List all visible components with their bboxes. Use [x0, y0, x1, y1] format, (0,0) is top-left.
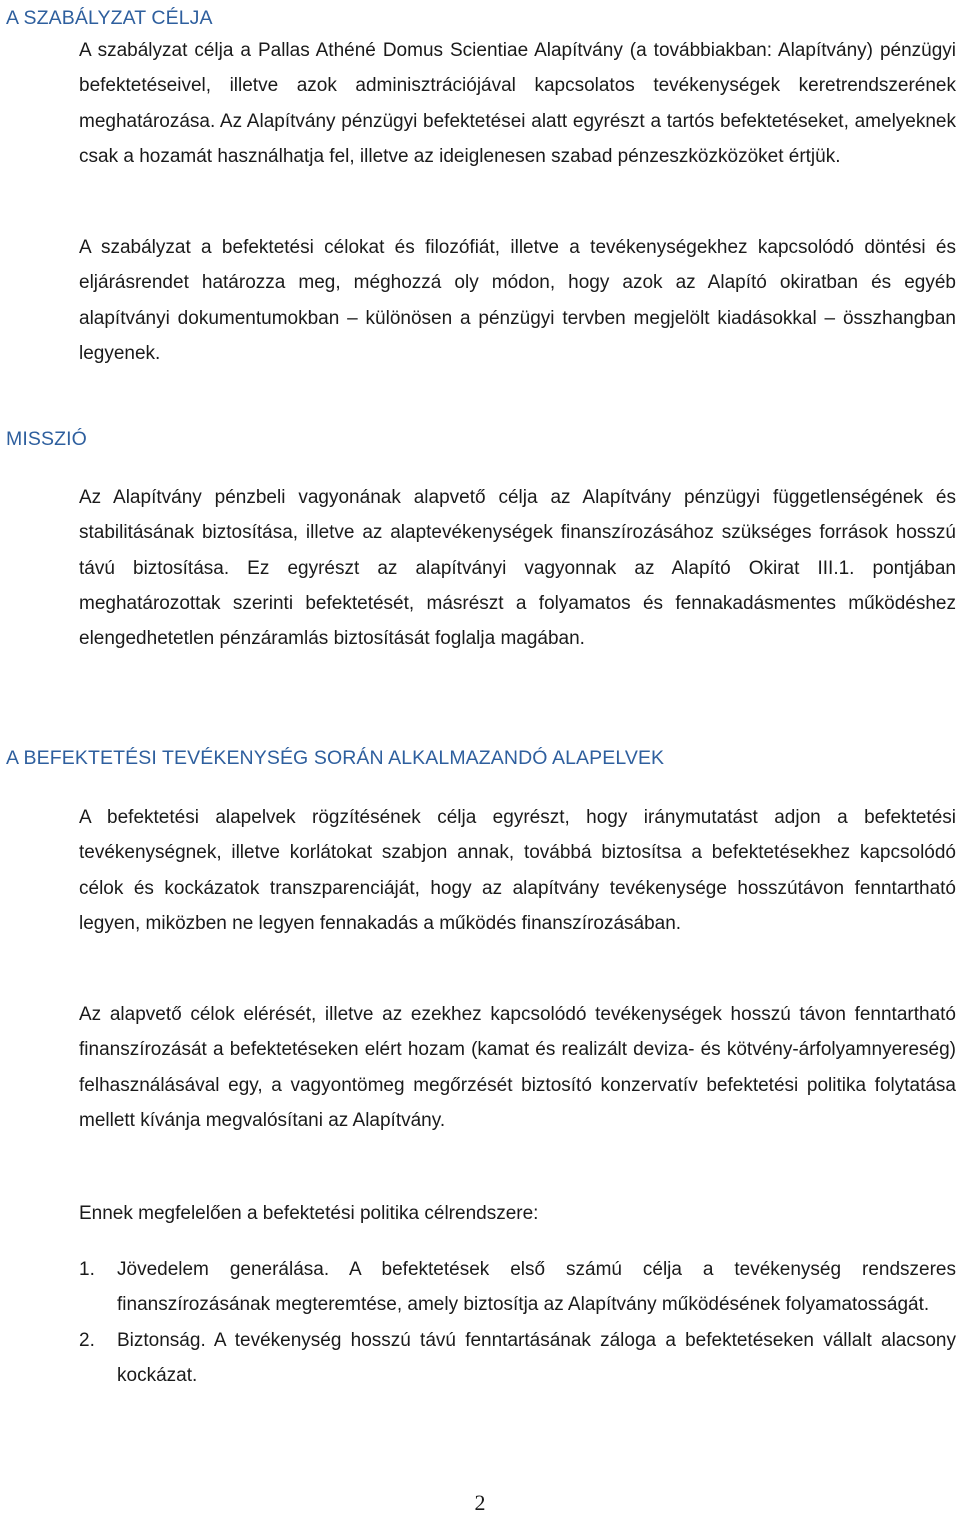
page-number: 2: [474, 1490, 486, 1515]
mission-paragraph-1: Az Alapítvány pénzbeli vagyonának alapvető célja az Alapítvány pénzügyi függetlenségének és stabilitásának biztosítása, illetve az alaptevékenységek finanszírozásához szükséges források hosszú távú biztosítása. Ez egyrészt az alapítványi vagyonnak az Alapító Okirat III.1. pontjában meghatározottak szerinti befektetését, másrészt a folyamatos és fennakadásmentes működéshez elengedhetetlen pénzáramlás biztosítását foglalja magában.: [79, 487, 956, 650]
purpose-paragraph-1: A szabályzat célja a Pallas Athéné Domus Scientiae Alapítvány (a továbbiakban: Alapítvány) pénzügyi befektetéseivel, illetve azok adminisztrációjával kapcsolatos tevékenységek keretrendszerének meghatározása. Az Alapítvány pénzügyi befektetései alatt egyrészt a tartós befektetéseket, amelyeknek csak a hozamát használhatja fel, illetve az ideiglenesen szabad pénzeszközközöket értjük.: [79, 40, 956, 167]
list-item-number: 1.: [79, 1259, 95, 1280]
heading-principles: A BEFEKTETÉSI TEVÉKENYSÉG SORÁN ALKALMAZANDÓ ALAPELVEK: [6, 747, 665, 769]
heading-mission: MISSZIÓ: [6, 428, 87, 450]
principles-paragraph-2: Az alapvető célok elérését, illetve az ezekhez kapcsolódó tevékenységek hosszú távon fenntartható finanszírozását a befektetéseken elért hozam (kamat és realizált deviza- és kötvény-árfolyamnyereség) felhasználásával egy, a vagyontömeg megőrzését biztosító konzervatív befektetési politika folytatása mellett kívánja megvalósítani az Alapítvány.: [79, 1004, 956, 1131]
list-item-number: 2.: [79, 1329, 95, 1351]
list-item-text: Jövedelem generálása. A befektetések első számú célja a tevékenység rendszeres finanszírozásának megteremtése, amely biztosítja az Alapítvány működésének folyamatosságát.: [117, 1259, 956, 1316]
principles-paragraph-1: A befektetési alapelvek rögzítésének célja egyrészt, hogy iránymutatást adjon a befektetési tevékenységnek, illetve korlátokat szabjon annak, továbbá biztosítsa a befektetésekhez kapcsolódó célok és kockázatok transzparenciáját, hogy az alapítvány tevékenysége hosszútávon fenntartható legyen, miközben ne legyen fennakadás a működés finanszírozásában.: [79, 807, 956, 934]
heading-purpose: A SZABÁLYZAT CÉLJA: [6, 7, 213, 29]
goals-list: [79, 1252, 956, 1393]
principles-paragraph-3: Ennek megfelelően a befektetési politika célrendszere:: [79, 1203, 539, 1224]
purpose-paragraph-2: A szabályzat a befektetési célokat és filozófiát, illetve a tevékenységekhez kapcsolódó döntési és eljárásrendet határozza meg, méghozzá oly módon, hogy azok az Alapító okiratban és egyéb alapítványi dokumentumokban – különösen a pénzügyi tervben megjelölt kiadásokkal – összhangban legyenek.: [79, 237, 956, 364]
list-item: [79, 1323, 956, 1394]
list-item: [79, 1252, 956, 1323]
list-item-text: Biztonság. A tevékenység hosszú távú fenntartásának záloga a befektetéseken vállalt alacsony kockázat.: [117, 1329, 956, 1386]
